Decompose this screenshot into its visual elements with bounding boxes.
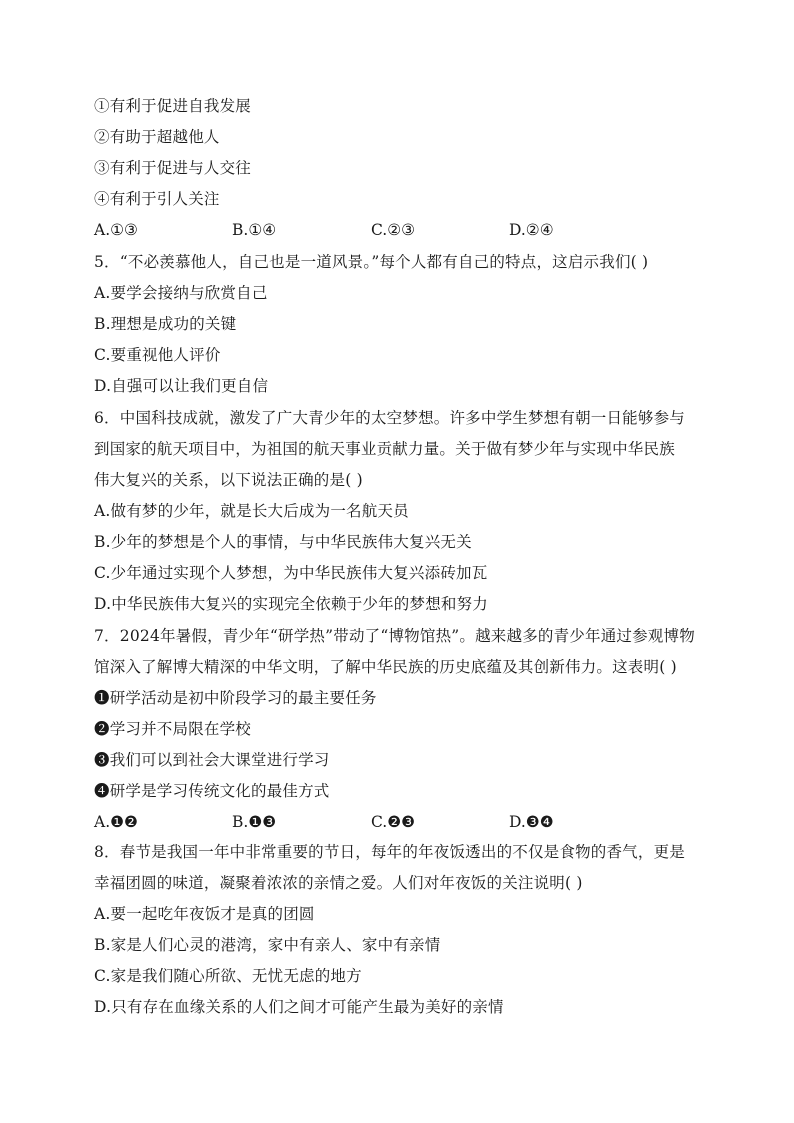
q8-stem-line-2: 幸福团圆的味道，凝聚着浓浓的亲情之爱。人们对年夜饭的关注说明( ) — [94, 874, 583, 892]
q4-choice-a: A.①③ — [94, 221, 138, 239]
q8-option-d: D.只有存在血缘关系的人们之间才可能产生最为美好的亲情 — [94, 998, 504, 1016]
q4-choice-b: B.①④ — [232, 221, 277, 239]
q4-item-3: ③有利于促进与人交往 — [94, 159, 252, 177]
q7-item-1: ❶研学活动是初中阶段学习的最主要任务 — [94, 689, 377, 707]
q7-stem-line-2: 馆深入了解博大精深的中华文明，了解中华民族的历史底蕴及其创新伟力。这表明( ) — [94, 658, 677, 676]
q8-option-a: A.要一起吃年夜饭才是真的团圆 — [94, 905, 315, 923]
q7-choice-c: C.❷❸ — [371, 813, 416, 831]
q7-choice-a: A.❶❷ — [94, 813, 138, 831]
q4-choice-c: C.②③ — [371, 221, 416, 239]
q5-option-d: D.自强可以让我们更自信 — [94, 377, 269, 395]
q4-choices — [94, 220, 714, 240]
q6-stem-line-1: 6．中国科技成就，激发了广大青少年的太空梦想。许多中学生梦想有朝一日能够参与 — [94, 409, 685, 427]
q8-option-c: C.家是我们随心所欲、无忧无虑的地方 — [94, 967, 362, 985]
q6-option-b: B.少年的梦想是个人的事情，与中华民族伟大复兴无关 — [94, 533, 472, 551]
q7-choice-d: D.❸❹ — [509, 813, 554, 831]
q4-item-2: ②有助于超越他人 — [94, 128, 220, 146]
q6-option-a: A.做有梦的少年，就是长大后成为一名航天员 — [94, 502, 409, 520]
q6-option-c: C.少年通过实现个人梦想，为中华民族伟大复兴添砖加瓦 — [94, 564, 488, 582]
q6-option-d: D.中华民族伟大复兴的实现完全依赖于少年的梦想和努力 — [94, 595, 489, 613]
q8-option-b: B.家是人们心灵的港湾，家中有亲人、家中有亲情 — [94, 936, 441, 954]
q4-item-1: ①有利于促进自我发展 — [94, 97, 252, 115]
q7-choices — [94, 812, 714, 832]
q7-stem-line-1: 7．2024年暑假，青少年“研学热”带动了“博物馆热”。越来越多的青少年通过参观博物 — [94, 627, 695, 645]
q5-option-a: A.要学会接纳与欣赏自己 — [94, 284, 268, 302]
q6-stem-line-2: 到国家的航天项目中，为祖国的航天事业贡献力量。关于做有梦少年与实现中华民族 — [94, 440, 675, 458]
q8-stem-line-1: 8．春节是我国一年中非常重要的节日，每年的年夜饭透出的不仅是食物的香气，更是 — [94, 843, 685, 861]
q5-option-c: C.要重视他人评价 — [94, 346, 221, 364]
q4-choice-d: D.②④ — [509, 221, 554, 239]
q7-choice-b: B.❶❸ — [232, 813, 277, 831]
q7-item-4: ❹研学是学习传统文化的最佳方式 — [94, 782, 330, 800]
q5-option-b: B.理想是成功的关键 — [94, 315, 237, 333]
q7-item-3: ❸我们可以到社会大课堂进行学习 — [94, 751, 330, 769]
q5-stem: 5．“不必羡慕他人，自己也是一道风景。”每个人都有自己的特点，这启示我们( ) — [94, 253, 649, 271]
q6-stem-line-3: 伟大复兴的关系，以下说法正确的是( ) — [94, 471, 363, 489]
q4-item-4: ④有利于引人关注 — [94, 190, 220, 208]
q7-item-2: ❷学习并不局限在学校 — [94, 720, 252, 738]
